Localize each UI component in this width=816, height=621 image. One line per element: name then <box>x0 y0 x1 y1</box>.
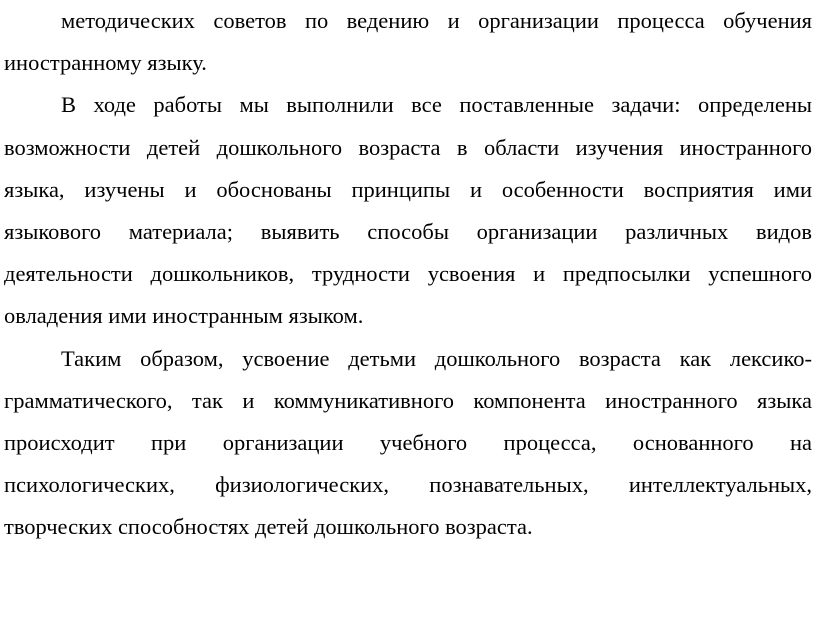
text-line: деятельности дошкольников, трудности усвоения и предпосылки успешного <box>4 261 812 287</box>
text-line: иностранному языку. <box>4 50 207 76</box>
text-line: языкового материала; выявить способы организации различных видов <box>4 219 812 245</box>
text-line: творческих способностях детей дошкольного возраста. <box>4 514 533 540</box>
text-line: возможности детей дошкольного возраста в области изучения иностранного <box>4 134 812 160</box>
text-line: методических советов по ведению и организации процесса обучения <box>61 8 812 33</box>
paragraph-conclusion <box>4 338 812 549</box>
text-line: грамматического, так и коммуникативного компонента иностранного языка <box>4 387 812 413</box>
document-body <box>4 0 812 549</box>
paragraph-results <box>4 84 812 337</box>
text-line: происходит при организации учебного процесса, основанного на <box>4 430 812 456</box>
text-line: Таким образом, усвоение детьми дошкольного возраста как лексико- <box>61 345 812 371</box>
text-line: языка, изучены и обоснованы принципы и особенности восприятия ими <box>4 176 812 202</box>
text-line: овладения ими иностранным языком. <box>4 303 364 329</box>
paragraph-continued <box>4 0 812 84</box>
text-line: психологических, физиологических, познавательных, интеллектуальных, <box>4 472 812 498</box>
text-line: В ходе работы мы выполнили все поставленные задачи: определены <box>61 92 812 118</box>
